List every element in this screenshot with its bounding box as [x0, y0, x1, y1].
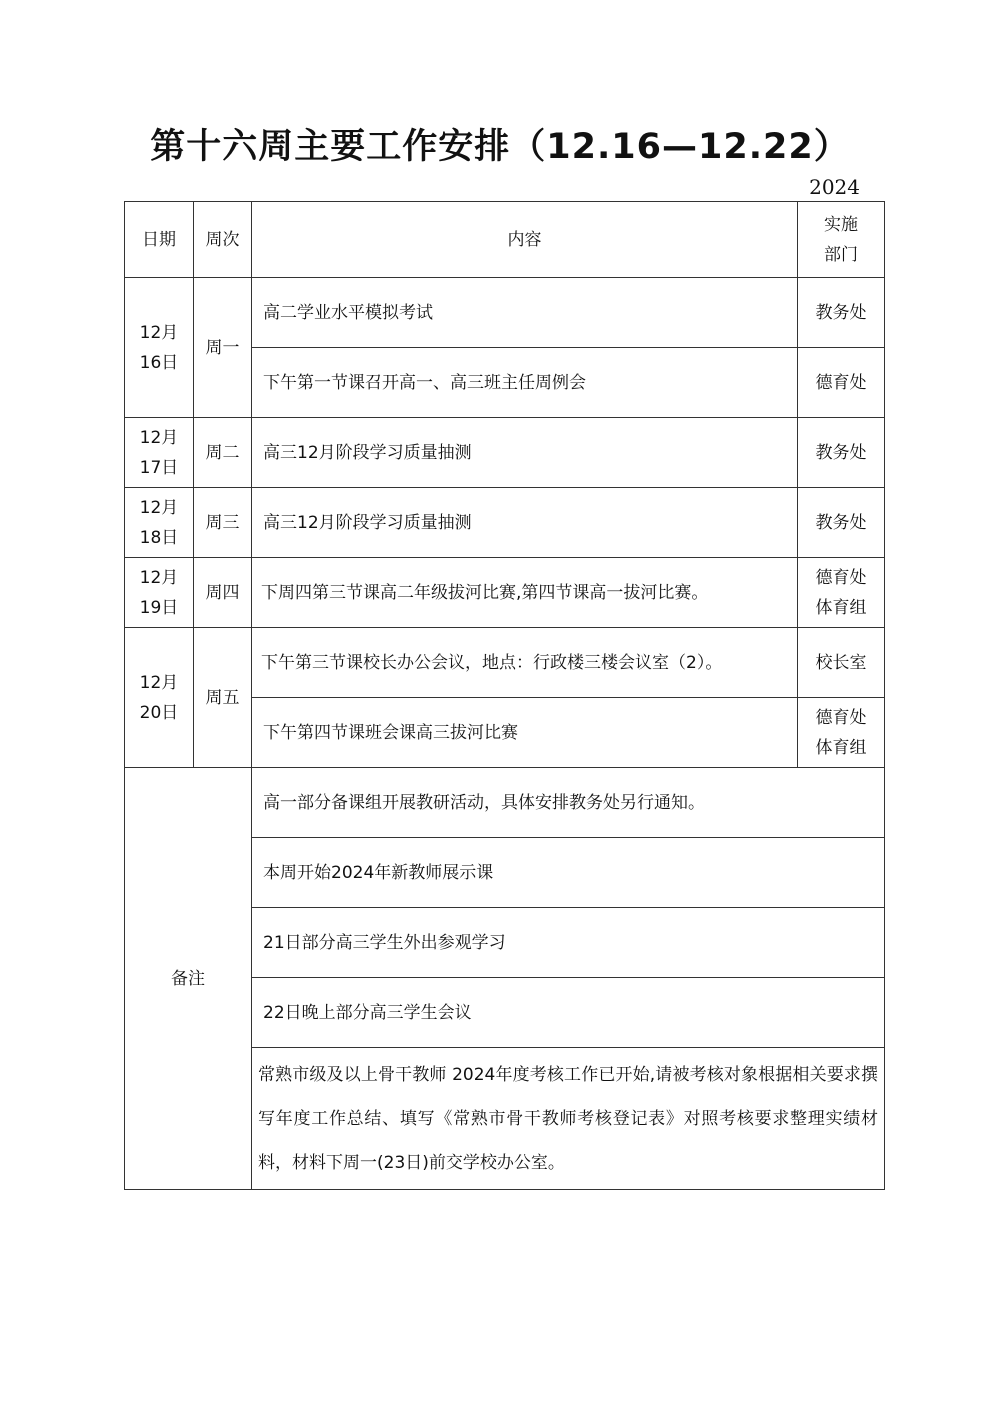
table-row [125, 418, 885, 488]
dept-cell: 德育处 [798, 348, 885, 418]
dept-cell: 校长室 [798, 628, 885, 698]
header-dept-line2: 部门 [824, 244, 858, 265]
content-cell: 高三12月阶段学习质量抽测 [252, 418, 798, 488]
header-content: 内容 [252, 202, 798, 278]
date-cell [125, 278, 194, 418]
dept-line: 德育处 [815, 707, 867, 728]
dept-line: 德育处 [815, 567, 867, 588]
date-cell [125, 418, 194, 488]
date-day: 20日 [139, 702, 179, 723]
schedule-table [124, 201, 885, 1190]
date-cell [125, 558, 194, 628]
date-month: 12月 [139, 497, 179, 518]
table-row [125, 558, 885, 628]
table-header-row [125, 202, 885, 278]
note-item: 22日晚上部分高三学生会议 [252, 978, 885, 1048]
weekday-cell: 周一 [194, 278, 252, 418]
weekday-cell: 周三 [194, 488, 252, 558]
date-cell [125, 628, 194, 768]
page-title: 第十六周主要工作安排（12.16—12.22） [150, 127, 850, 167]
note-item: 本周开始2024年新教师展示课 [252, 838, 885, 908]
content-cell: 高三12月阶段学习质量抽测 [252, 488, 798, 558]
date-month: 12月 [139, 672, 179, 693]
dept-cell [798, 558, 885, 628]
dept-line: 体育组 [815, 597, 867, 618]
header-dept-line1: 实施 [824, 214, 858, 235]
header-dept [798, 202, 885, 278]
date-day: 17日 [139, 457, 179, 478]
dept-cell: 教务处 [798, 488, 885, 558]
notes-row [125, 768, 885, 838]
table-row [125, 488, 885, 558]
weekday-cell: 周二 [194, 418, 252, 488]
content-cell: 下午第四节课班会课高三拔河比赛 [252, 698, 798, 768]
notes-label: 备注 [125, 768, 252, 1190]
note-item: 常熟市级及以上骨干教师 2024年度考核工作已开始,请被考核对象根据相关要求撰写年度工作总结、填写《常熟市骨干教师考核登记表》对照考核要求整理实绩材料，材料下周一(23日)前交学校办公室。 [252, 1048, 885, 1190]
header-date: 日期 [125, 202, 194, 278]
content-cell: 下午第三节课校长办公会议，地点：行政楼三楼会议室（2）。 [252, 628, 798, 698]
date-day: 16日 [139, 352, 179, 373]
content-cell: 下午第一节课召开高一、高三班主任周例会 [252, 348, 798, 418]
note-item: 21日部分高三学生外出参观学习 [252, 908, 885, 978]
table-row [125, 278, 885, 348]
dept-cell: 教务处 [798, 278, 885, 348]
date-month: 12月 [139, 427, 179, 448]
date-month: 12月 [139, 567, 179, 588]
weekday-cell: 周五 [194, 628, 252, 768]
dept-line: 体育组 [815, 737, 867, 758]
year-label: 2024 [809, 175, 860, 199]
date-day: 19日 [139, 597, 179, 618]
weekday-cell: 周四 [194, 558, 252, 628]
dept-cell: 教务处 [798, 418, 885, 488]
table-row [125, 628, 885, 698]
date-day: 18日 [139, 527, 179, 548]
dept-cell [798, 698, 885, 768]
header-weekday: 周次 [194, 202, 252, 278]
content-cell: 下周四第三节课高二年级拔河比赛,第四节课高一拔河比赛。 [252, 558, 798, 628]
date-month: 12月 [139, 322, 179, 343]
note-item: 高一部分备课组开展教研活动，具体安排教务处另行通知。 [252, 768, 885, 838]
content-cell: 高二学业水平模拟考试 [252, 278, 798, 348]
date-cell [125, 488, 194, 558]
